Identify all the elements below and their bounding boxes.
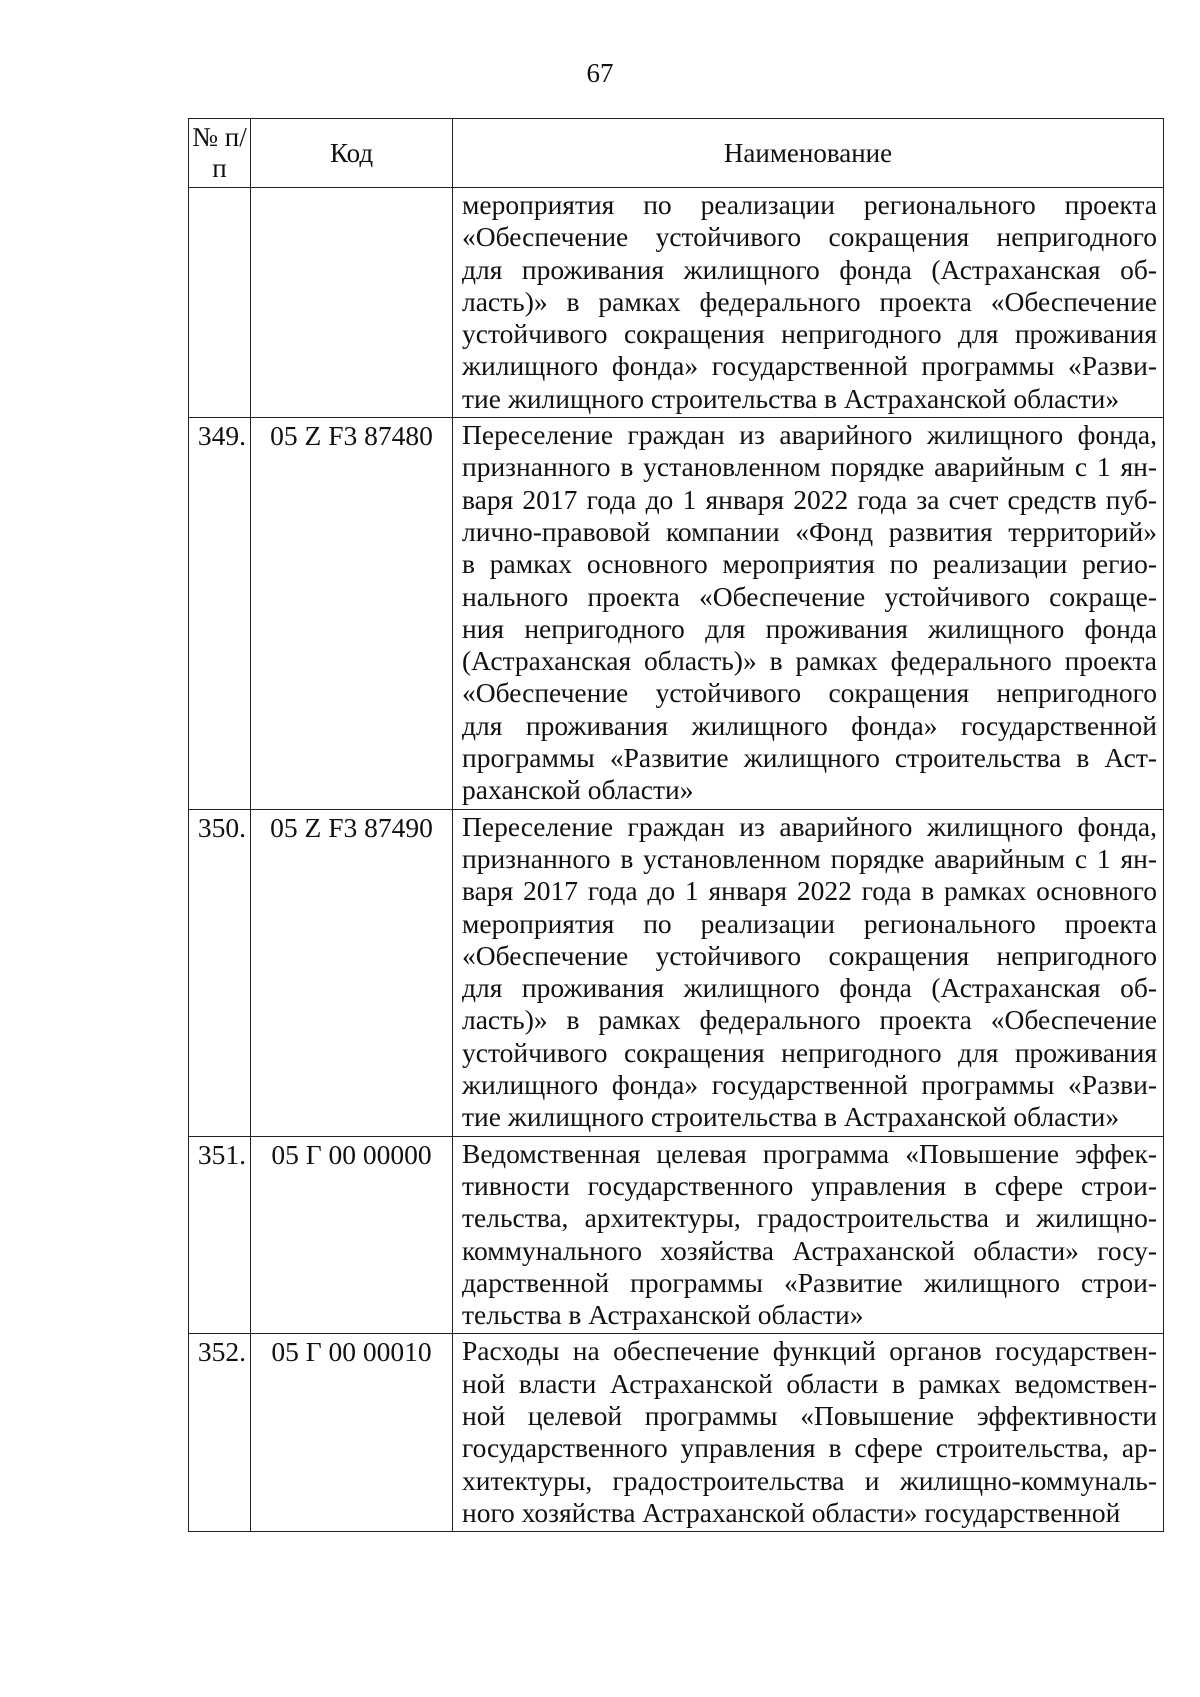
name-line: коммунального хозяйства Астраханской области» госу-	[462, 1234, 1157, 1266]
name-line: ной власти Астраханской области в рамках ведомствен-	[462, 1367, 1157, 1399]
name-line: хитектуры, градостроительства и жилищно-коммуналь-	[462, 1464, 1157, 1496]
name-line: мероприятия по реализации регионального проекта	[462, 189, 1157, 220]
name-line: дарственной программы «Развитие жилищного строи-	[462, 1266, 1157, 1298]
name-line: варя 2017 года до 1 января 2022 года за счет средств пуб-	[462, 483, 1157, 515]
name-line: тие жилищного строительства в Астраханской области»	[462, 1101, 1120, 1133]
name-line: нального проекта «Обеспечение устойчивого сокраще-	[462, 580, 1157, 612]
row-number	[189, 188, 251, 418]
name-line: тивности государственного управления в сфере строи-	[462, 1169, 1157, 1201]
name-line: устойчивого сокращения непригодного для проживания	[462, 1036, 1157, 1068]
name-line: для проживания жилищного фонда (Астраханская об-	[462, 253, 1157, 285]
name-line: для проживания жилищного фонда» государственной	[462, 709, 1157, 741]
row-number: 349.	[189, 418, 251, 810]
header-name: Наименование	[453, 119, 1164, 188]
name-line: жилищного фонда» государственной программы «Разви-	[462, 1069, 1157, 1101]
name-line: жилищного фонда» государственной программы «Разви-	[462, 350, 1157, 382]
name-line: устойчивого сокращения непригодного для проживания	[462, 318, 1157, 350]
budget-codes-table	[188, 118, 1164, 1532]
page-number: 67	[586, 58, 614, 88]
row-number: 351.	[189, 1136, 251, 1334]
name-line: Переселение граждан из аварийного жилищного фонда,	[462, 419, 1157, 451]
name-line: ласть)» в рамках федерального проекта «Обеспечение	[462, 1004, 1157, 1036]
name-line: для проживания жилищного фонда (Астраханская об-	[462, 972, 1157, 1004]
row-name	[453, 1334, 1164, 1532]
row-code	[251, 188, 453, 418]
table-row	[189, 809, 1164, 1136]
name-line: ния непригодного для проживания жилищного фонда	[462, 612, 1157, 644]
name-line: (Астраханская область)» в рамках федерального проекта	[462, 645, 1157, 677]
row-name	[453, 188, 1164, 418]
row-code: 05 Г 00 00000	[251, 1136, 453, 1334]
name-line: «Обеспечение устойчивого сокращения непригодного	[462, 677, 1157, 709]
row-name	[453, 1136, 1164, 1334]
table-row	[189, 1334, 1164, 1532]
row-name	[453, 809, 1164, 1136]
row-code: 05 Z F3 87480	[251, 418, 453, 810]
name-line: государственного управления в сфере строительства, ар-	[462, 1432, 1157, 1464]
row-name	[453, 418, 1164, 810]
name-line: Расходы на обеспечение функций органов государствен-	[462, 1335, 1157, 1367]
header-num: № п/п	[189, 119, 251, 188]
name-line: признанного в установленном порядке аварийным с 1 ян-	[462, 842, 1157, 874]
name-line: ного хозяйства Астраханской области» государственной	[462, 1496, 1121, 1528]
name-line: Переселение граждан из аварийного жилищного фонда,	[462, 810, 1157, 842]
table-body	[189, 188, 1164, 1532]
name-line: тие жилищного строительства в Астраханской области»	[462, 382, 1120, 414]
name-line: варя 2017 года до 1 января 2022 года в рамках основного	[462, 875, 1157, 907]
table-header-row	[189, 119, 1164, 188]
name-line: мероприятия по реализации регионального проекта	[462, 907, 1157, 939]
row-code: 05 Z F3 87490	[251, 809, 453, 1136]
name-line: в рамках основного мероприятия по реализации регио-	[462, 548, 1157, 580]
name-line: лично-правовой компании «Фонд развития территорий»	[462, 515, 1157, 547]
row-number: 352.	[189, 1334, 251, 1532]
header-code: Код	[251, 119, 453, 188]
name-line: признанного в установленном порядке аварийным с 1 ян-	[462, 451, 1157, 483]
row-number: 350.	[189, 809, 251, 1136]
table-row	[189, 418, 1164, 810]
name-line: Ведомственная целевая программа «Повышение эффек-	[462, 1137, 1157, 1169]
name-line: тельства, архитектуры, градостроительства и жилищно-	[462, 1202, 1157, 1234]
name-line: ласть)» в рамках федерального проекта «Обеспечение	[462, 285, 1157, 317]
table-row	[189, 1136, 1164, 1334]
name-line: ной целевой программы «Повышение эффективности	[462, 1399, 1157, 1431]
name-line: раханской области»	[462, 774, 694, 806]
row-code: 05 Г 00 00010	[251, 1334, 453, 1532]
name-line: «Обеспечение устойчивого сокращения непригодного	[462, 221, 1157, 253]
name-line: программы «Развитие жилищного строительства в Аст-	[462, 742, 1157, 774]
table-row	[189, 188, 1164, 418]
name-line: «Обеспечение устойчивого сокращения непригодного	[462, 939, 1157, 971]
name-line: тельства в Астраханской области»	[462, 1299, 864, 1331]
